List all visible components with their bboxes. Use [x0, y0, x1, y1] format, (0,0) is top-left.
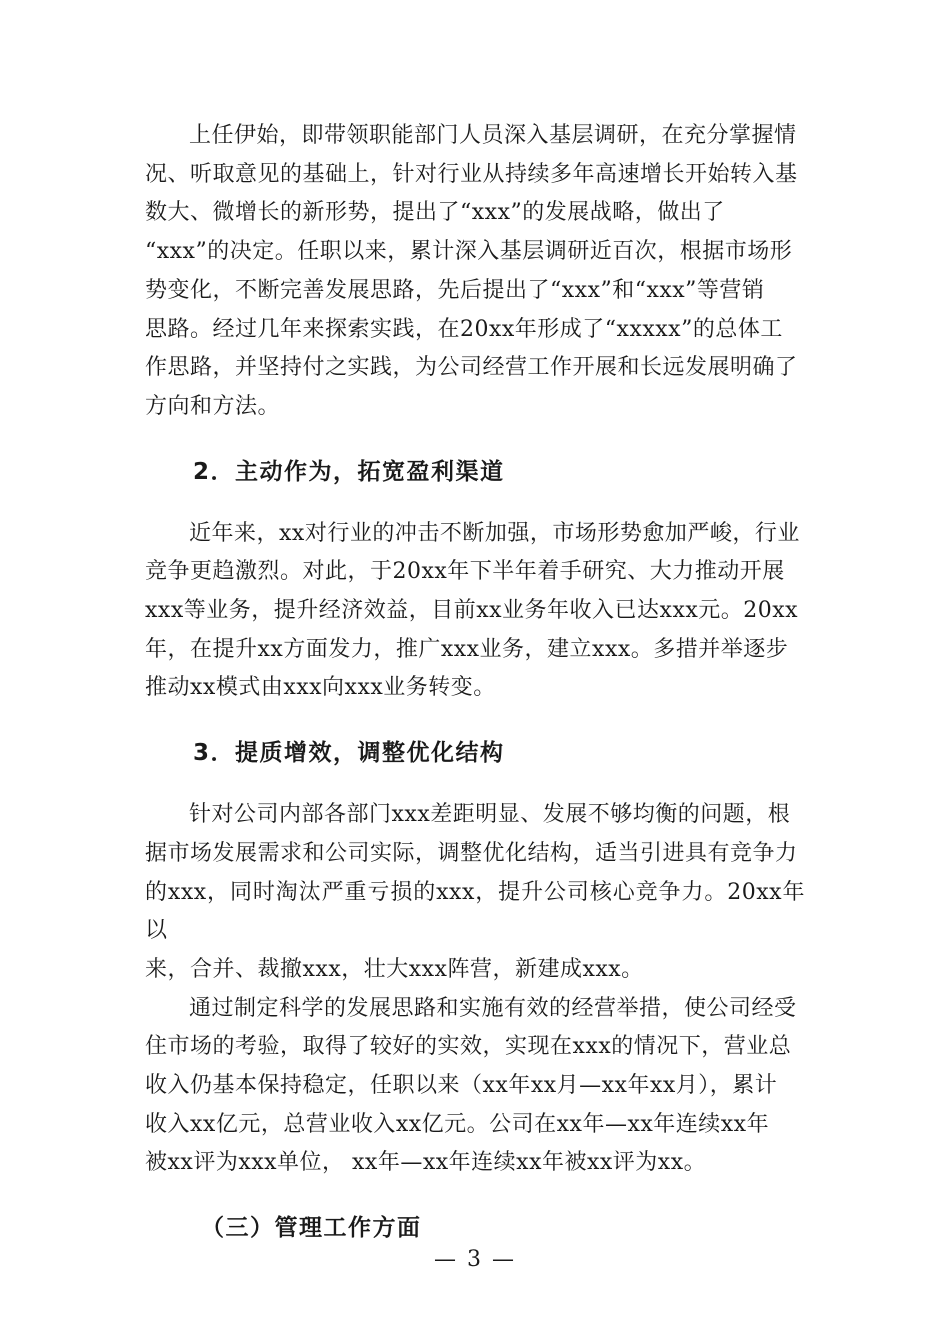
heading-section-2: 2．主动作为，拓宽盈利渠道	[193, 458, 505, 485]
paragraph-strategy: 上任伊始，即带领职能部门人员深入基层调研，在充分掌握情 况、听取意见的基础上，针对行业从持续多年高速增长开始转入基 数大、微增长的新形势，提出了“xxx”的发展战略，做出了 “xxx”的决定。任职以来，累计深入基层调研近百次，根据市场形 势变化，不断完善发展思路，先后提出了“xxx”和“xxx”等营销 思路。经过几年来探索实践，在20xx年形成了“xxxxx”的总体工 作思路，并坚持付之实践，为公司经营工作开展和长远发展明确了 方向和方法。	[145, 123, 798, 419]
paragraph-structure-optimization: 针对公司内部各部门xxx差距明显、发展不够均衡的问题，根 据市场发展需求和公司实际，调整优化结构，适当引进具有竞争力 的xxx，同时淘汰严重亏损的xxx，提升公司核心竞争力。20xx年以 来，合并、裁撤xxx，壮大xxx阵营，新建成xxx。	[145, 802, 805, 982]
document-body	[145, 117, 805, 1247]
heading-management-work: （三）管理工作方面	[201, 1215, 422, 1242]
paragraph-profit-channels: 近年来，xx对行业的冲击不断加强，市场形势愈加严峻，行业 竞争更趋激烈。对此，于20xx年下半年着手研究、大力推动开展 xxx等业务，提升经济效益，目前xx业务年收入已达xxx元。20xx 年，在提升xx方面发力，推广xxx业务，建立xxx。多措并举逐步 推动xx模式由xxx向xxx业务转变。	[145, 520, 800, 701]
heading-section-3: 3．提质增效，调整优化结构	[193, 740, 505, 767]
paragraph-results-summary: 通过制定科学的发展思路和实施有效的经营举措，使公司经受 住市场的考验，取得了较好的实效，实现在xxx的情况下，营业总 收入仍基本保持稳定，任职以来（xx年xx月—xx年xx月），累计 收入xx亿元，总营业收入xx亿元。公司在xx年—xx年连续xx年 被xx评为xxx单位， xx年—xx年连续xx年被xx评为xx。	[145, 995, 797, 1176]
page-number: — 3 —	[434, 1247, 516, 1272]
